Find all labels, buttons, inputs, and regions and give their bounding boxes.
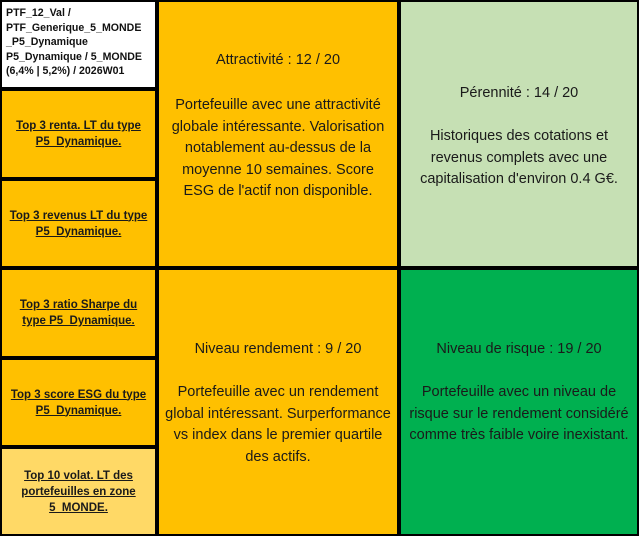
perennite-title: Pérennité : 14 / 20 [459, 85, 579, 101]
top3-esg-link[interactable]: Top 3 score ESG du type P5_Dynamique. [10, 388, 147, 417]
top3-sharpe-link[interactable]: Top 3 ratio Sharpe du type P5_Dynamique. [19, 299, 138, 327]
sidebar-item-top3-revenus[interactable] [0, 179, 157, 268]
rendement-title: Niveau rendement : 9 / 20 [194, 341, 362, 357]
panel-attractivite [157, 0, 399, 268]
panel-risque [399, 268, 639, 536]
header-line: (6,4% | 5,2%) / 2026W01 [6, 65, 125, 77]
rendement-description: Portefeuille avec un rendement global intéressant. Surperformance vs index dans le premier quartile des actifs. [165, 384, 391, 465]
top10-volat-link[interactable]: Top 10 volat. LT des portefeuilles en zone 5_MONDE. [21, 469, 136, 514]
header-line: PTF_12_Val / [6, 7, 71, 19]
perennite-description: Historiques des cotations et revenus complets avec une capitalisation d'environ 0.4 G€. [420, 128, 618, 187]
sidebar-item-top3-sharpe[interactable] [0, 268, 157, 358]
top3-revenus-link[interactable]: Top 3 revenus LT du type P5_Dynamique. [9, 209, 148, 238]
header-line: PTF_Generique_5_MONDE [6, 21, 142, 34]
risque-description: Portefeuille avec un niveau de risque sur le rendement considéré comme très faible voire inexistant. [409, 384, 629, 443]
attractivite-description: Portefeuille avec une attractivité globale intéressante. Valorisation notablement au-dessus de la moyenne 10 semaines. Score ESG de l'actif non disponible. [171, 97, 385, 199]
sidebar-item-top3-renta[interactable] [0, 89, 157, 179]
sidebar-item-top3-esg[interactable] [0, 358, 157, 447]
portfolio-header [0, 0, 157, 89]
panel-rendement [157, 268, 399, 536]
risque-title: Niveau de risque : 19 / 20 [436, 341, 602, 357]
attractivite-title: Attractivité : 12 / 20 [215, 52, 341, 68]
header-line: _P5_Dynamique [6, 36, 88, 48]
header-line: P5_Dynamique / 5_MONDE [6, 50, 142, 63]
sidebar-item-top10-volat[interactable] [0, 447, 157, 536]
panel-perennite [399, 0, 639, 268]
top3-renta-link[interactable]: Top 3 renta. LT du type P5_Dynamique. [16, 120, 141, 148]
